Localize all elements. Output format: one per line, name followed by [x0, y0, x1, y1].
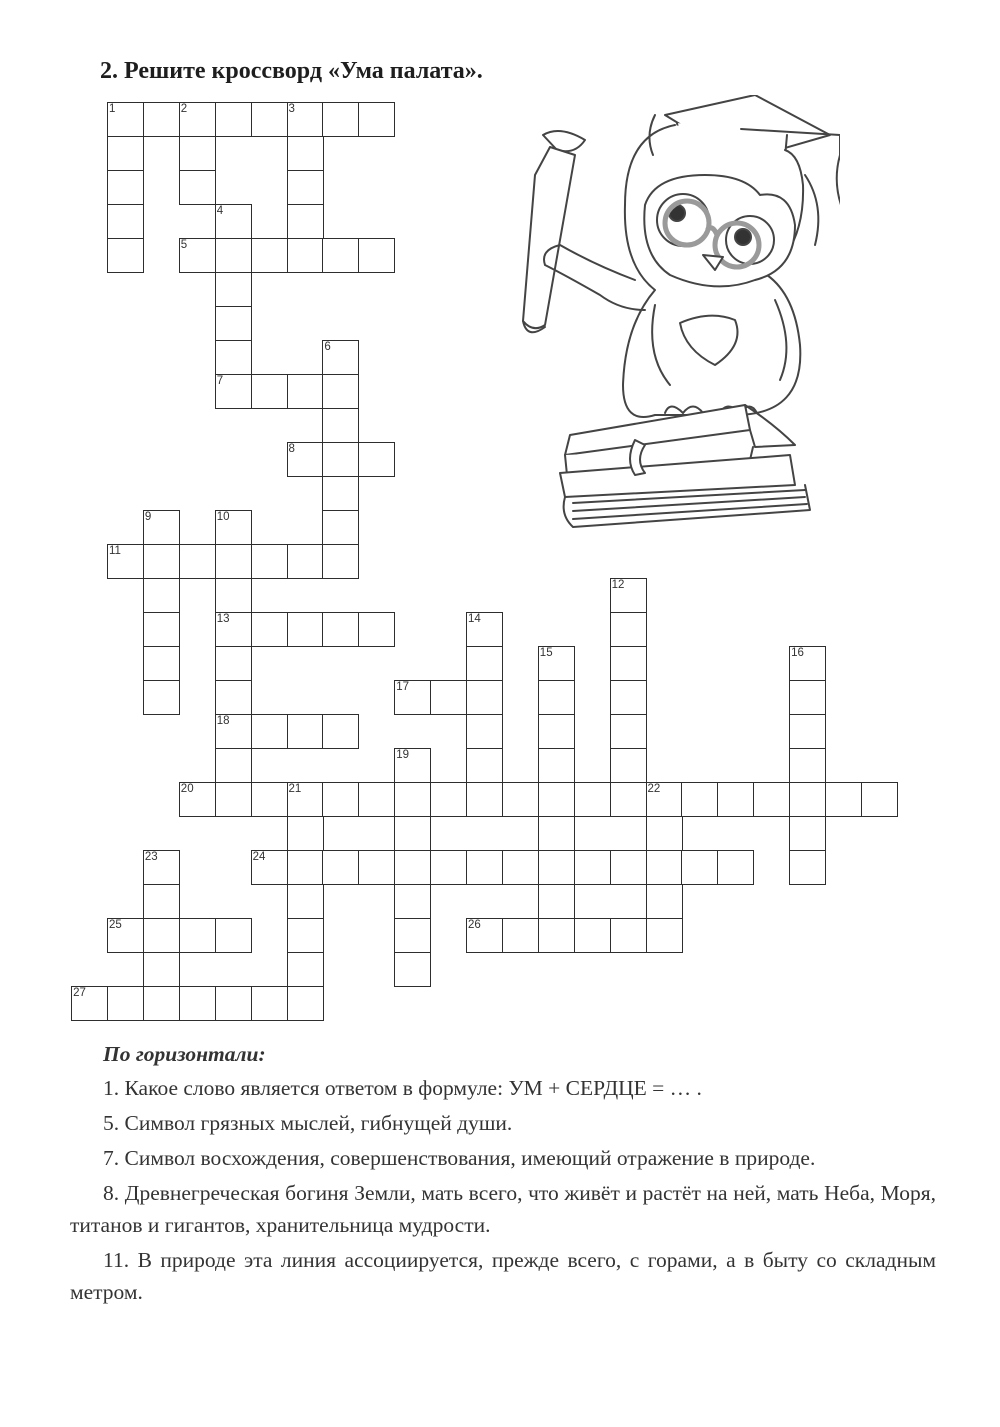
crossword-cell[interactable] [789, 782, 826, 817]
clue-number: 21 [288, 783, 302, 795]
crossword-cell[interactable] [538, 918, 575, 953]
crossword-cell[interactable] [646, 816, 683, 851]
clue-number: 16 [791, 647, 804, 659]
crossword-cell[interactable] [466, 782, 503, 817]
crossword-cell[interactable] [610, 612, 647, 647]
crossword-cell[interactable] [681, 782, 718, 817]
clue-number: 12 [611, 579, 625, 591]
clue-number: 8 [288, 443, 295, 455]
crossword-cell[interactable] [610, 748, 647, 783]
crossword-cell[interactable] [502, 918, 539, 953]
crossword-cell[interactable] [394, 884, 431, 919]
crossword-cell[interactable] [681, 850, 718, 885]
crossword-cell[interactable] [322, 408, 359, 443]
crossword-cell-6[interactable] [322, 340, 359, 375]
crossword-cell[interactable] [143, 102, 180, 137]
crossword-cell[interactable] [789, 680, 826, 715]
crossword-cell[interactable] [107, 238, 144, 273]
crossword-cell-21[interactable] [287, 782, 324, 817]
crossword-cell[interactable] [143, 952, 180, 987]
crossword-cell[interactable] [717, 782, 754, 817]
crossword-cell[interactable] [215, 748, 252, 783]
crossword-cell[interactable] [215, 680, 252, 715]
crossword-cell[interactable] [251, 986, 288, 1021]
crossword-cell[interactable] [107, 136, 144, 171]
clue-number: 4 [216, 205, 224, 217]
crossword-cell[interactable] [610, 646, 647, 681]
crossword-cell-25[interactable] [107, 918, 144, 953]
crossword-cell[interactable] [143, 986, 180, 1021]
crossword-cell[interactable] [287, 816, 324, 851]
crossword-cell-10[interactable] [215, 510, 252, 545]
crossword-cell[interactable] [322, 612, 359, 647]
crossword-cell[interactable] [574, 918, 611, 953]
crossword-cell-16[interactable] [789, 646, 826, 681]
crossword-cell[interactable] [215, 238, 252, 273]
crossword-cell[interactable] [251, 544, 288, 579]
crossword-cell[interactable] [179, 544, 216, 579]
crossword-cell[interactable] [466, 646, 503, 681]
clue-number: 6 [324, 341, 331, 353]
crossword-cell[interactable] [574, 782, 611, 817]
clue-number: 24 [252, 851, 266, 863]
crossword-cell[interactable] [789, 850, 826, 885]
crossword-cell[interactable] [358, 238, 395, 273]
crossword-cell[interactable] [143, 544, 180, 579]
crossword-cell[interactable] [215, 578, 252, 613]
owl-scholar-icon [505, 95, 840, 540]
clue-8: 8. Древнегреческая богиня Земли, мать всего, что живёт и растёт на ней, мать Неба, Моря, титанов и гигантов, хранительница мудрости. [70, 1181, 936, 1237]
crossword-cell[interactable] [861, 782, 898, 817]
crossword-cell[interactable] [215, 544, 252, 579]
crossword-cell[interactable] [322, 238, 359, 273]
crossword-cell-11[interactable] [107, 544, 144, 579]
task-title: 2. Решите кроссворд «Ума палата». [100, 58, 483, 84]
crossword-cell[interactable] [251, 102, 288, 137]
crossword-cell[interactable] [358, 850, 395, 885]
crossword-cell-4[interactable] [215, 204, 252, 239]
crossword-cell[interactable] [251, 374, 288, 409]
crossword-cell[interactable] [215, 340, 252, 375]
crossword-cell[interactable] [215, 782, 252, 817]
crossword-cell[interactable] [358, 102, 395, 137]
crossword-cell-26[interactable] [466, 918, 503, 953]
clue-number: 3 [288, 103, 295, 115]
clue-number: 7 [216, 375, 224, 387]
crossword-cell[interactable] [538, 884, 575, 919]
crossword-cell[interactable] [143, 578, 180, 613]
crossword-cell[interactable] [107, 170, 144, 205]
clue-number: 5 [180, 239, 188, 251]
crossword-cell[interactable] [646, 918, 683, 953]
crossword-cell[interactable] [322, 476, 359, 511]
crossword-cell[interactable] [287, 170, 324, 205]
crossword-cell[interactable] [287, 986, 324, 1021]
clue-number: 23 [144, 851, 158, 863]
crossword-cell-17[interactable] [394, 680, 431, 715]
crossword-cell[interactable] [610, 782, 647, 817]
crossword-cell[interactable] [789, 714, 826, 749]
crossword-cell[interactable] [430, 782, 467, 817]
crossword-cell[interactable] [358, 612, 395, 647]
crossword-cell[interactable] [287, 714, 324, 749]
clue-number: 27 [73, 987, 86, 999]
crossword-cell[interactable] [143, 612, 180, 647]
crossword-cell[interactable] [107, 986, 144, 1021]
crossword-cell-24[interactable] [251, 850, 288, 885]
crossword-cell[interactable] [394, 918, 431, 953]
crossword-cell[interactable] [215, 272, 252, 307]
crossword-cell[interactable] [394, 850, 431, 885]
crossword-cell[interactable] [538, 748, 575, 783]
crossword-cell[interactable] [538, 850, 575, 885]
crossword-cell-8[interactable] [287, 442, 324, 477]
clue-number: 15 [539, 647, 553, 659]
clue-number: 18 [216, 715, 230, 727]
crossword-cell[interactable] [179, 986, 216, 1021]
crossword-cell-2[interactable] [179, 102, 216, 137]
crossword-cell-12[interactable] [610, 578, 647, 613]
crossword-cell[interactable] [287, 374, 324, 409]
clues-heading: По горизонтали: [103, 1042, 266, 1066]
clue-number: 2 [180, 103, 188, 115]
crossword-cell-1[interactable] [107, 102, 144, 137]
crossword-cell[interactable] [215, 986, 252, 1021]
crossword-cell[interactable] [143, 680, 180, 715]
crossword-cell-22[interactable] [646, 782, 683, 817]
crossword-cell[interactable] [322, 102, 359, 137]
crossword-cell[interactable] [430, 850, 467, 885]
crossword-cell[interactable] [251, 782, 288, 817]
crossword-cell[interactable] [789, 748, 826, 783]
crossword-cell[interactable] [574, 850, 611, 885]
crossword-cell[interactable] [394, 816, 431, 851]
crossword-cell[interactable] [430, 680, 467, 715]
crossword-cell-15[interactable] [538, 646, 575, 681]
crossword-cell[interactable] [322, 714, 359, 749]
crossword-cell-13[interactable] [215, 612, 252, 647]
crossword-cell[interactable] [466, 680, 503, 715]
crossword-cell[interactable] [646, 884, 683, 919]
crossword-cell[interactable] [251, 612, 288, 647]
crossword-cell-14[interactable] [466, 612, 503, 647]
crossword-cell[interactable] [251, 238, 288, 273]
crossword-cell[interactable] [610, 714, 647, 749]
crossword-cell[interactable] [610, 850, 647, 885]
crossword-cell[interactable] [322, 442, 359, 477]
clues-section [70, 1038, 936, 1311]
clue-11: 11. В природе эта линия ассоциируется, прежде всего, с горами, а в быту со складным метром. [70, 1248, 936, 1304]
crossword-cell[interactable] [287, 918, 324, 953]
crossword-cell[interactable] [287, 544, 324, 579]
crossword-cell[interactable] [538, 714, 575, 749]
crossword-cell[interactable] [251, 714, 288, 749]
crossword-cell[interactable] [143, 918, 180, 953]
crossword-cell[interactable] [215, 102, 252, 137]
crossword-cell[interactable] [322, 850, 359, 885]
crossword-cell-27[interactable] [71, 986, 108, 1021]
crossword-cell-3[interactable] [287, 102, 324, 137]
crossword-cell[interactable] [179, 136, 216, 171]
crossword-cell[interactable] [215, 918, 252, 953]
crossword-cell[interactable] [358, 782, 395, 817]
clue-number: 9 [144, 511, 152, 523]
crossword-cell[interactable] [287, 136, 324, 171]
crossword-cell-18[interactable] [215, 714, 252, 749]
crossword-cell[interactable] [394, 782, 431, 817]
crossword-cell[interactable] [538, 680, 575, 715]
clue-number: 10 [216, 511, 230, 523]
crossword-cell[interactable] [358, 442, 395, 477]
crossword-cell-7[interactable] [215, 374, 252, 409]
crossword-cell[interactable] [143, 646, 180, 681]
crossword-cell[interactable] [179, 918, 216, 953]
clue-number: 20 [180, 783, 194, 795]
crossword-cell[interactable] [322, 510, 359, 545]
crossword-cell[interactable] [466, 850, 503, 885]
crossword-cell[interactable] [789, 816, 826, 851]
clue-number: 14 [468, 613, 481, 625]
crossword-cell[interactable] [825, 782, 862, 817]
crossword-cell[interactable] [287, 952, 324, 987]
clue-number: 22 [647, 783, 661, 795]
crossword-cell[interactable] [646, 850, 683, 885]
crossword-cell[interactable] [287, 204, 324, 239]
crossword-cell-19[interactable] [394, 748, 431, 783]
crossword-cell[interactable] [215, 646, 252, 681]
crossword-cell[interactable] [287, 884, 324, 919]
crossword-cell[interactable] [502, 850, 539, 885]
crossword-cell[interactable] [753, 782, 790, 817]
crossword-cell[interactable] [107, 204, 144, 239]
clue-number: 17 [396, 681, 409, 693]
crossword-cell[interactable] [610, 918, 647, 953]
crossword-cell[interactable] [287, 612, 324, 647]
crossword-cell[interactable] [322, 782, 359, 817]
crossword-cell[interactable] [394, 952, 431, 987]
clue-number: 19 [396, 749, 409, 761]
clue-number: 25 [109, 919, 122, 931]
crossword-cell-5[interactable] [179, 238, 216, 273]
crossword-cell[interactable] [287, 238, 324, 273]
crossword-cell[interactable] [215, 306, 252, 341]
crossword-cell[interactable] [538, 782, 575, 817]
clue-7: 7. Символ восхождения, совершенствования, имеющий отражение в природе. [103, 1146, 816, 1170]
crossword-cell-9[interactable] [143, 510, 180, 545]
crossword-cell[interactable] [179, 170, 216, 205]
crossword-cell-20[interactable] [179, 782, 216, 817]
clue-5: 5. Символ грязных мыслей, гибнущей души. [103, 1111, 513, 1135]
crossword-cell[interactable] [466, 748, 503, 783]
crossword-cell[interactable] [610, 680, 647, 715]
clue-number: 13 [216, 613, 230, 625]
crossword-cell[interactable] [538, 816, 575, 851]
crossword-cell-23[interactable] [143, 850, 180, 885]
clue-number: 1 [109, 103, 116, 115]
crossword-cell[interactable] [287, 850, 324, 885]
crossword-cell[interactable] [502, 782, 539, 817]
crossword-cell[interactable] [322, 374, 359, 409]
clue-1: 1. Какое слово является ответом в формуле: УМ + СЕРДЦЕ = … . [103, 1076, 702, 1100]
clue-number: 11 [109, 545, 121, 557]
crossword-cell[interactable] [143, 884, 180, 919]
crossword-cell[interactable] [717, 850, 754, 885]
clue-number: 26 [468, 919, 481, 931]
crossword-cell[interactable] [322, 544, 359, 579]
crossword-cell[interactable] [466, 714, 503, 749]
